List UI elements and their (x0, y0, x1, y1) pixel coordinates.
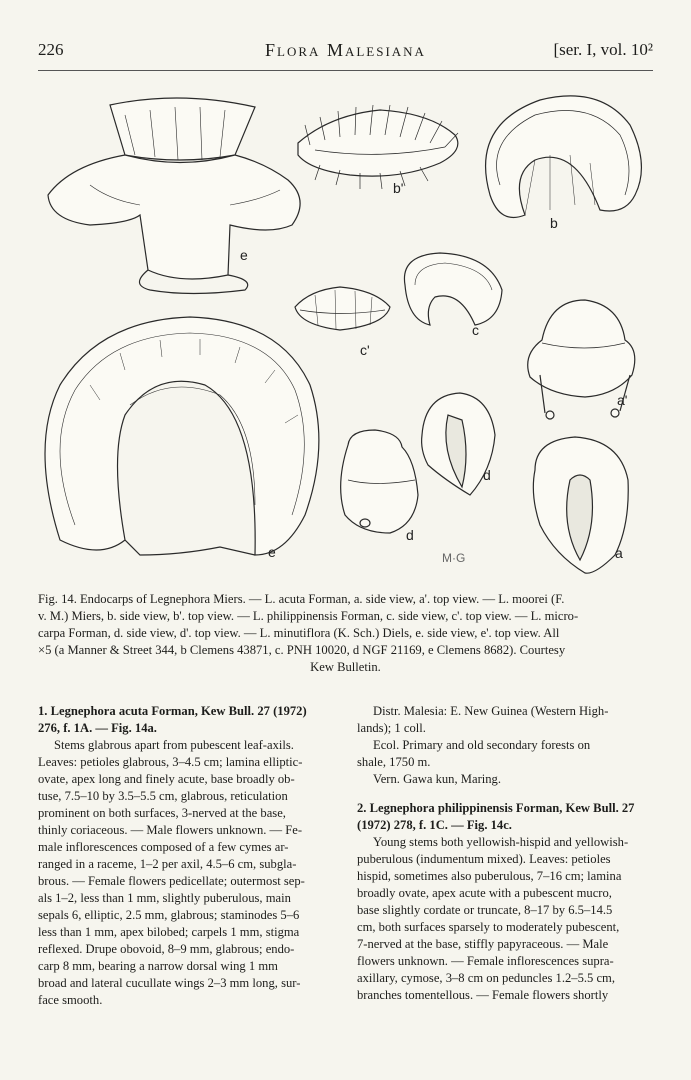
species-heading: 1. Legnephora acuta Forman, Kew Bull. 27 (1972) (38, 704, 307, 718)
body-line: less than 1 mm, apex bilobed; carpels 1 mm, stigma (38, 925, 300, 939)
label-d-right: d (483, 467, 491, 483)
label-b-prime: b' (393, 180, 404, 196)
body-line: axillary, cymose, 3–8 cm on peduncles 1.2–5.5 cm, (357, 971, 615, 985)
figure-caption (38, 591, 653, 676)
body-line: male inflorescences composed of a few cymes ar- (38, 840, 289, 854)
body-line: ovate, apex long and finely acute, base broadly ob- (38, 772, 295, 786)
page-number: 226 (38, 40, 64, 59)
body-line: puberulous (indumentum mixed). Leaves: petioles (357, 852, 611, 866)
caption-line: carpa Forman, d. side view, d'. top view. — L. minutiflora (K. Sch.) Diels, e. side view, e'. top view. All (38, 626, 560, 640)
caption-line: ×5 (a Manner & Street 344, b Clemens 43871, c. PNH 10020, d NGF 21169, e Clemens 8682). Courtesy (38, 643, 566, 657)
body-line: reflexed. Drupe obovoid, 8–9 mm, glabrous; endo- (38, 942, 295, 956)
body-line: branches tomentellous. — Female flowers shortly (357, 988, 609, 1002)
drawing-b-prime (298, 105, 458, 189)
label-c-prime: c' (360, 342, 370, 358)
body-line: hispid, sometimes also puberulous, 7–16 cm; lamina (357, 869, 622, 883)
spacer (357, 788, 653, 800)
body-line: prominent on both surfaces, 3-nerved at the base, (38, 806, 286, 820)
body-line: carp 8 mm, bearing a narrow dorsal wing 1 mm (38, 959, 278, 973)
series-volume: [ser. I, vol. 10² (553, 40, 653, 59)
body-line: sepals 6, elliptic, 2.5 mm, glabrous; staminodes 5–6 (38, 908, 300, 922)
illustration-svg (30, 85, 660, 585)
label-e-bottom: e (268, 544, 276, 560)
illustrator-signature: M·G (442, 551, 466, 565)
endocarp-illustration (30, 85, 660, 585)
species-heading: (1972) 278, f. 1C. — Fig. 14c. (357, 818, 512, 832)
distribution-line: Distr. Malesia: E. New Guinea (Western High- (373, 704, 609, 718)
body-line: 7-nerved at the base, stiffly papyraceous. — Male (357, 937, 609, 951)
body-line: Young stems both yellowish-hispid and yellowish- (373, 835, 629, 849)
label-d-left: d (406, 527, 414, 543)
label-b: b (550, 215, 558, 231)
caption-line: v. M.) Miers, b. side view, b'. top view. — L. philippinensis Forman, c. side view, c'. top view. — L. micro- (38, 609, 579, 623)
drawing-c-prime (295, 287, 390, 330)
running-title: Flora Malesiana (265, 40, 426, 60)
ecology-line: Ecol. Primary and old secondary forests on (373, 738, 591, 752)
label-a: a (615, 545, 623, 561)
body-line: ranged in a raceme, 1–2 per axil, 4.5–6 cm, subgla- (38, 857, 297, 871)
body-line: Leaves: petioles glabrous, 3–4.5 cm; lamina elliptic- (38, 755, 303, 769)
body-line: face smooth. (38, 993, 103, 1007)
drawing-c (404, 253, 502, 325)
caption-line: Kew Bulletin. (310, 660, 381, 674)
distribution-line: lands); 1 coll. (357, 721, 426, 735)
body-line: broadly ovate, apex acute with a pubescent mucro, (357, 886, 612, 900)
caption-line: Fig. 14. Endocarps of Legnephora Miers. — L. acuta Forman, a. side view, a'. top view. — L. moorei (F. (38, 592, 565, 606)
label-e-top: e (240, 247, 248, 263)
right-column (357, 703, 653, 1004)
running-header (38, 40, 653, 66)
drawing-e (45, 317, 319, 555)
species-heading: 276, f. 1A. — Fig. 14a. (38, 721, 157, 735)
drawing-a (533, 437, 628, 573)
body-line: Stems glabrous apart from pubescent leaf-axils. (54, 738, 294, 752)
body-line: base slightly cordate or truncate, 8–17 by 6.5–14.5 (357, 903, 613, 917)
left-column (38, 703, 334, 1009)
body-line: als 1–2, less than 1 mm, slightly puberulous, main (38, 891, 291, 905)
header-rule (38, 70, 653, 71)
body-line: tuse, 7.5–10 by 3.5–5.5 cm, glabrous, reticulation (38, 789, 288, 803)
label-a-prime: a' (617, 392, 628, 408)
body-line: brous. — Female flowers pedicellate; outermost sep- (38, 874, 305, 888)
body-line: cm, both surfaces sparsely to moderately pubescent, (357, 920, 620, 934)
drawing-b (486, 96, 642, 218)
drawing-e-prime (48, 98, 300, 294)
ecology-line: shale, 1750 m. (357, 755, 431, 769)
species-heading: 2. Legnephora philippinensis Forman, Kew Bull. 27 (357, 801, 635, 815)
drawing-d-prime (341, 430, 418, 533)
body-line: thinly coriaceous. — Male flowers unknown. — Fe- (38, 823, 303, 837)
body-line: flowers unknown. — Female inflorescences supra- (357, 954, 614, 968)
body-line: broad and lateral cucullate wings 2–3 mm long, sur- (38, 976, 301, 990)
label-c: c (472, 322, 479, 338)
vernacular-line: Vern. Gawa kun, Maring. (373, 772, 502, 786)
